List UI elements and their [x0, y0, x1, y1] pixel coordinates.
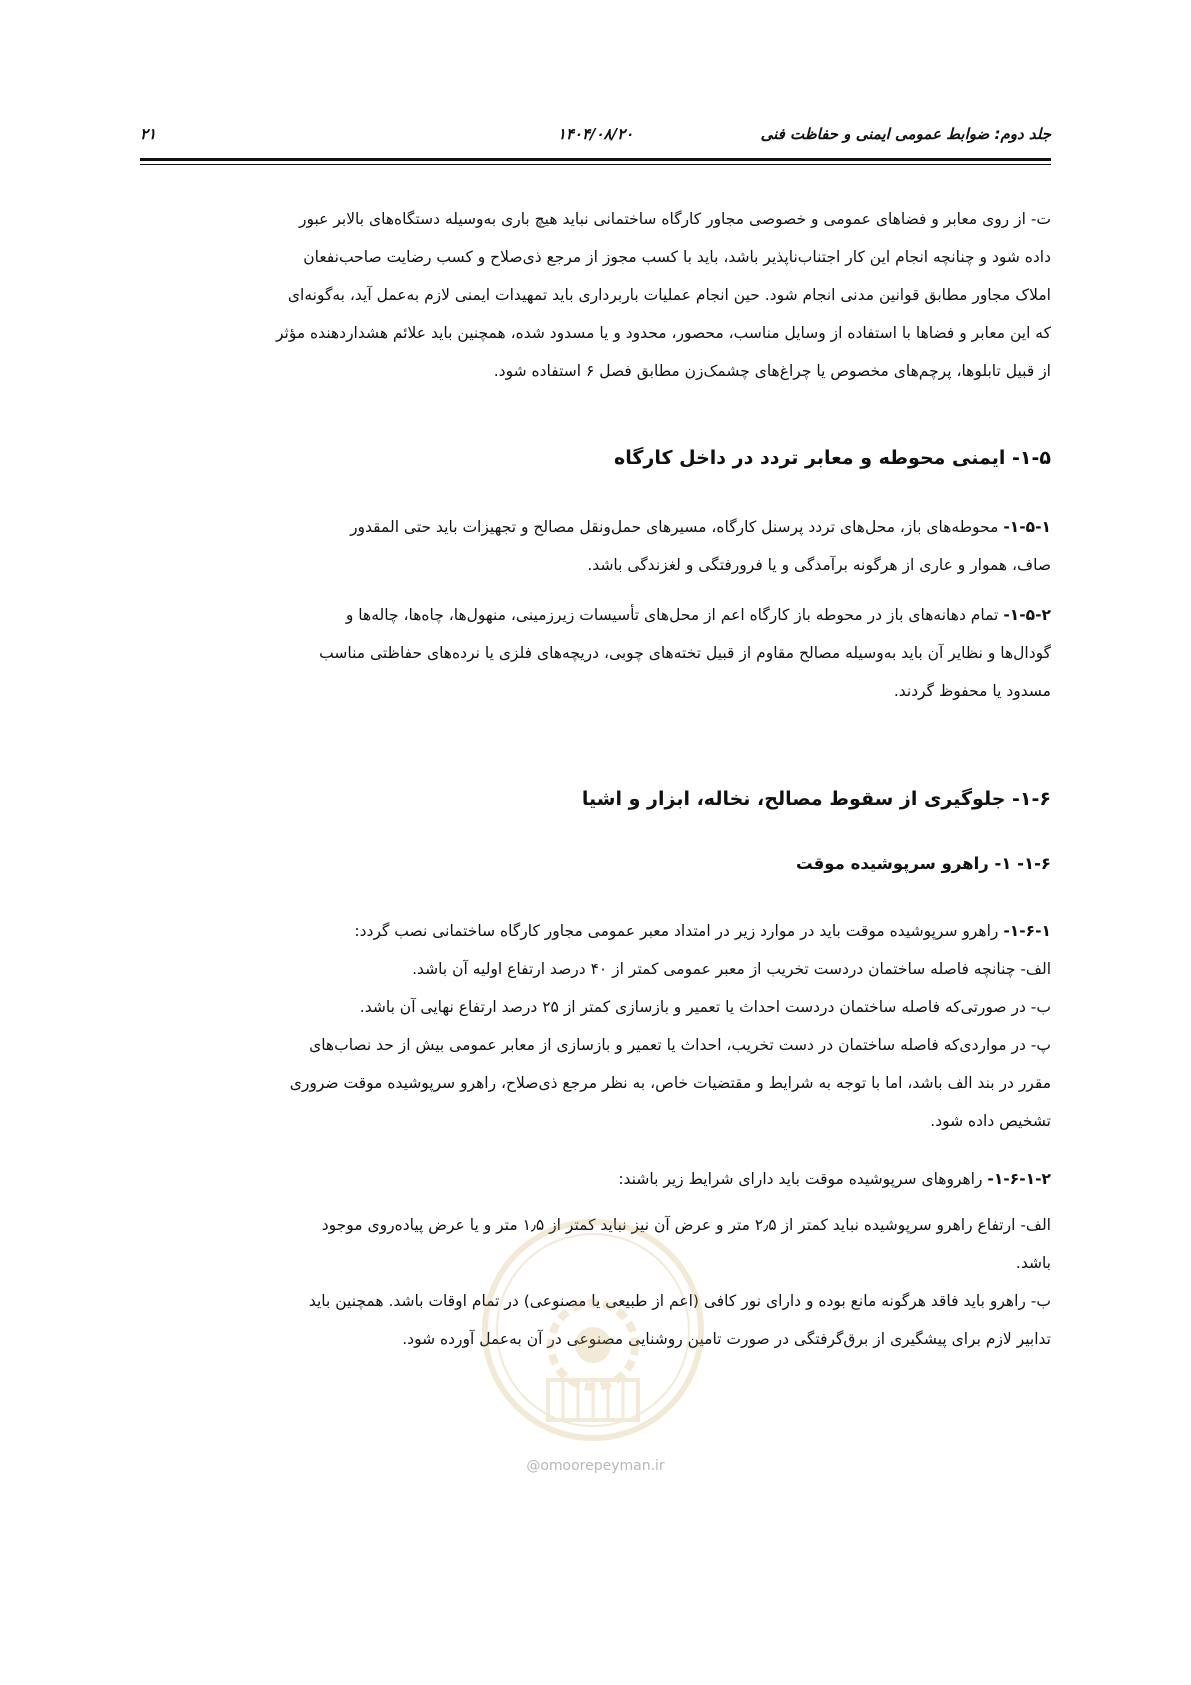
section-heading-1-6 [140, 784, 1051, 814]
clause-1-6-1-2 [140, 1160, 1051, 1198]
text-line: تمام دهانه‌های باز در محوطه باز کارگاه اعم از محل‌های تأسیسات زیرزمینی، منهول‌ها، چاه‌ها، چاله‌ها و [345, 606, 1004, 624]
running-header-date: ۱۴۰۴/۰۸/۲۰ [557, 125, 634, 143]
running-header-title: جلد دوم: ضوابط عمومی ایمنی و حفاظت فنی [760, 125, 1051, 143]
text-line: تدابیر لازم برای پیشگیری از برق‌گرفتگی در صورت تامین روشنایی مصنوعی در آن به‌عمل آورده شود. [402, 1330, 1051, 1348]
list-item: ب- در صورتی‌که فاصله ساختمان دردست احداث یا تعمیر و بازسازی کمتر از ۲۵ درصد ارتفاع نهایی آن باشد. [359, 998, 1051, 1016]
text-line: مقرر در بند الف باشد، اما با توجه به شرایط و مقتضیات خاص، به نظر مرجع ذی‌صلاح، راهرو سرپوشیده موقت ضروری [289, 1074, 1051, 1092]
text-line: تشخیص داده شود. [930, 1112, 1051, 1130]
paragraph-t [140, 200, 1051, 390]
text-line: املاک مجاور مطابق قوانین مدنی انجام شود. حین انجام عملیات باربرداری باید تمهیدات ایمنی لازم به‌عمل آید، به‌گونه‌ای [287, 286, 1051, 304]
clause-number: ۱-۶-۱- [1003, 922, 1051, 940]
text-line: راهروهای سرپوشیده موقت باید دارای شرایط زیر باشند: [618, 1170, 988, 1188]
list-item: ب- راهرو باید فاقد هرگونه مانع بوده و دارای نور کافی (اعم از طبیعی یا مصنوعی) در تمام اوقات باشد. همچنین باید [308, 1292, 1051, 1310]
text-line: راهرو سرپوشیده موقت باید در موارد زیر در امتداد معبر عمومی مجاور کارگاه ساختمانی نصب گردد: [354, 922, 1004, 940]
text-line: صاف، هموار و عاری از هرگونه برآمدگی و یا فرورفتگی و لغزندگی باشد. [587, 556, 1051, 574]
text-line: مسدود یا محفوظ گردند. [893, 682, 1051, 700]
section-heading: ۱-۶- جلوگیری از سقوط مصالح، نخاله، ابزار و اشیا [581, 788, 1051, 810]
list-item: الف- چنانچه فاصله ساختمان دردست تخریب از معبر عمومی کمتر از ۴۰ درصد ارتفاع اولیه آن باشد. [412, 960, 1051, 978]
clause-1-5-1 [140, 508, 1051, 584]
list-item: الف- ارتفاع راهرو سرپوشیده نباید کمتر از ۲٫۵ متر و عرض آن نیز نباید کمتر از ۱٫۵ متر و یا عرض پیاده‌روی موجود [321, 1216, 1051, 1234]
watermark-logo [478, 1215, 708, 1445]
text-line: گودال‌ها و نظایر آن باید به‌وسیله مصالح مقاوم از قبیل تخته‌های چوبی، دریچه‌های فلزی یا نرده‌های حفاظتی مناسب [319, 644, 1051, 662]
header-rule-thin [140, 164, 1051, 165]
section-heading-1-5 [140, 443, 1051, 473]
text-line: که این معابر و فضاها با استفاده از وسایل مناسب، محصور، محدود و یا مسدود شده، همچنین باید علائم هشداردهنده مؤثر [275, 324, 1051, 342]
section-heading: ۱-۵- ایمنی محوطه و معابر تردد در داخل کارگاه [613, 447, 1051, 469]
subsection-heading: ۱-۶- ۱- راهرو سرپوشیده موقت [796, 854, 1051, 873]
header-rule-thick [140, 158, 1051, 161]
clause-1-6-1-1 [140, 912, 1051, 1140]
clause-number: ۱-۵-۲- [1003, 606, 1051, 624]
clause-number: ۱-۵-۱- [1003, 518, 1051, 536]
list-item: پ- در مواردی‌که فاصله ساختمان در دست تخریب، احداث یا تعمیر و بازسازی از معابر عمومی بیش از حد نصاب‌های [309, 1036, 1051, 1054]
text-line: ت- از روی معابر و فضاهای عمومی و خصوصی مجاور کارگاه ساختمانی نباید هیچ باری به‌وسیله دستگاه‌های بالابر عبور [299, 210, 1051, 228]
text-line: از قبیل تابلوها، پرچم‌های مخصوص یا چراغ‌های چشمک‌زن مطابق فصل ۶ استفاده شود. [493, 362, 1051, 380]
text-line: داده شود و چنانچه انجام این کار اجتناب‌ناپذیر باشد، باید با کسب مجوز از مرجع ذی‌صلاح و کسب رضایت صاحب‌نفعان [303, 248, 1051, 266]
clause-1-5-2 [140, 596, 1051, 710]
text-line: محوطه‌های باز، محل‌های تردد پرسنل کارگاه، مسیرهای حمل‌ونقل مصالح و تجهیزات باید حتی المقدور [350, 518, 1004, 536]
page-number: ۲۱ [140, 125, 157, 143]
subsection-heading-1-6-1 [140, 850, 1051, 878]
clause-number: ۱-۶-۱-۲- [987, 1170, 1051, 1188]
text-line: باشد. [1015, 1254, 1051, 1272]
watermark-url: @omoorepeyman.ir [526, 1458, 665, 1474]
